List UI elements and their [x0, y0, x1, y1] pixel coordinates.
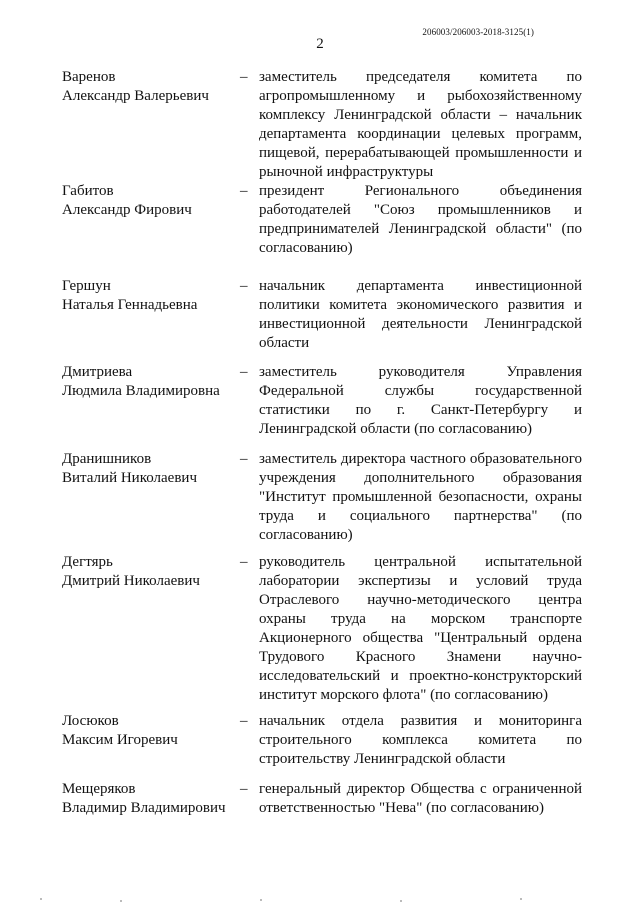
- member-surname: Гершун: [62, 278, 111, 294]
- member-role: заместитель руководителя Управления Федеральной службы государственной статистики по г. Санкт-Петербургу и Ленинградской области (по согласованию): [259, 364, 582, 437]
- scan-dot: [120, 900, 122, 902]
- member-entry: [0, 277, 640, 363]
- member-entry: [0, 450, 640, 553]
- scan-dot: [400, 900, 402, 902]
- member-given-names: Александр Фирович: [62, 202, 192, 218]
- member-name: [62, 553, 232, 591]
- member-surname: Варенов: [62, 69, 116, 85]
- member-entry: [0, 553, 640, 712]
- scan-dot: [260, 899, 262, 901]
- member-given-names: Виталий Николаевич: [62, 470, 197, 486]
- scan-dot: [520, 898, 522, 900]
- scan-edge-marks: [0, 888, 640, 905]
- member-entry: [0, 363, 640, 450]
- member-role: президент Регионального объединения работодателей "Союз промышленников и предпринимателей Ленинградской области" (по согласованию): [259, 183, 582, 256]
- member-surname: Лосюков: [62, 713, 119, 729]
- member-name: [62, 780, 232, 818]
- member-entry: [0, 780, 640, 820]
- member-role: заместитель директора частного образовательного учреждения дополнительного образования "Институт промышленной безопасности, охраны труда и социального партнерства" (по согласованию): [259, 451, 582, 543]
- member-given-names: Максим Игоревич: [62, 732, 178, 748]
- page-number: 2: [316, 36, 324, 52]
- member-surname: Габитов: [62, 183, 114, 199]
- member-dash: –: [240, 183, 248, 199]
- member-given-names: Владимир Владимирович: [62, 800, 226, 816]
- member-list: [0, 68, 640, 820]
- document-id: 206003/206003-2018-3125(1): [422, 27, 534, 37]
- member-name: [62, 363, 232, 401]
- member-dash: –: [240, 364, 248, 380]
- member-given-names: Дмитрий Николаевич: [62, 573, 200, 589]
- member-role: начальник департамента инвестиционной политики комитета экономического развития и инвестиционной деятельности Ленинградской области: [259, 278, 582, 351]
- member-role: начальник отдела развития и мониторинга строительного комплекса комитета по строительству Ленинградской области: [259, 713, 582, 767]
- member-name: [62, 712, 232, 750]
- member-surname: Мещеряков: [62, 781, 136, 797]
- member-dash: –: [240, 69, 248, 85]
- member-entry: [0, 182, 640, 277]
- member-entry: [0, 68, 640, 182]
- member-surname: Дегтярь: [62, 554, 113, 570]
- member-role: заместитель председателя комитета по агропромышленному и рыбохозяйственному комплексу Ленинградской области – начальник департамента координации целевых программ, пищевой, перерабатывающей промышленности и рыночной инфраструктуры: [259, 69, 582, 180]
- member-given-names: Наталья Геннадьевна: [62, 297, 198, 313]
- scan-dot: [40, 898, 42, 900]
- member-name: [62, 277, 232, 315]
- member-dash: –: [240, 554, 248, 570]
- member-role: руководитель центральной испытательной лаборатории экспертизы и условий труда Отраслевого научно-методического центра охраны труда на морском транспорте Акционерного общества "Центральный ордена Трудового Красного Знамени научно-исследовательский и проектно-конструкторский институт морского флота" (по согласованию): [259, 554, 582, 703]
- member-dash: –: [240, 278, 248, 294]
- member-dash: –: [240, 713, 248, 729]
- member-name: [62, 182, 232, 220]
- member-name: [62, 68, 232, 106]
- member-dash: –: [240, 781, 248, 797]
- member-surname: Дранишников: [62, 451, 152, 467]
- member-name: [62, 450, 232, 488]
- member-surname: Дмитриева: [62, 364, 133, 380]
- member-given-names: Людмила Владимировна: [62, 383, 220, 399]
- member-entry: [0, 712, 640, 780]
- member-given-names: Александр Валерьевич: [62, 88, 209, 104]
- member-dash: –: [240, 451, 248, 467]
- member-role: генеральный директор Общества с ограниченной ответственностью "Нева" (по согласованию): [259, 781, 582, 816]
